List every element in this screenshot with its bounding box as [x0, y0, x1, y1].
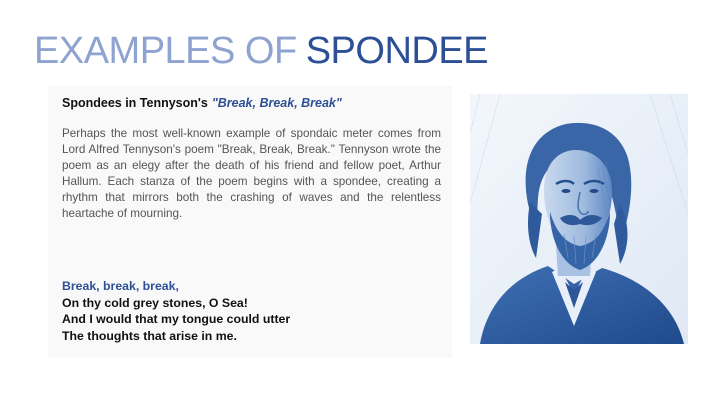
poem-line: And I would that my tongue could utter — [62, 312, 291, 326]
body-paragraph: Perhaps the most well-known example of spondaic meter comes from Lord Alfred Tennyson's poem "Break, Break, Break." Tennyson wrote the poem as an elegy after the death of his friend and fellow poet, Arthur Hallum. Each stanza of the poem begins with a spondee, creating a rhythm that mirrors both the crashing of waves and the relentless heartache of mourning. — [62, 127, 441, 220]
heading-prefix: Spondees in Tennyson's — [62, 96, 208, 110]
poem-line: Break, break, break, — [62, 279, 179, 293]
title-spondee: SPONDEE — [305, 30, 489, 72]
content-heading — [62, 96, 342, 110]
poem-excerpt — [62, 278, 290, 344]
content-card — [48, 86, 452, 358]
poem-line: The thoughts that arise in me. — [62, 328, 237, 343]
portrait-image — [470, 94, 688, 344]
portrait-engraving-icon — [470, 94, 688, 344]
slide-title — [34, 28, 488, 74]
poem-line: On thy cold grey stones, O Sea! — [62, 295, 248, 310]
title-examples-of: EXAMPLES OF — [34, 30, 297, 72]
heading-poem-title: "Break, Break, Break" — [211, 96, 342, 110]
